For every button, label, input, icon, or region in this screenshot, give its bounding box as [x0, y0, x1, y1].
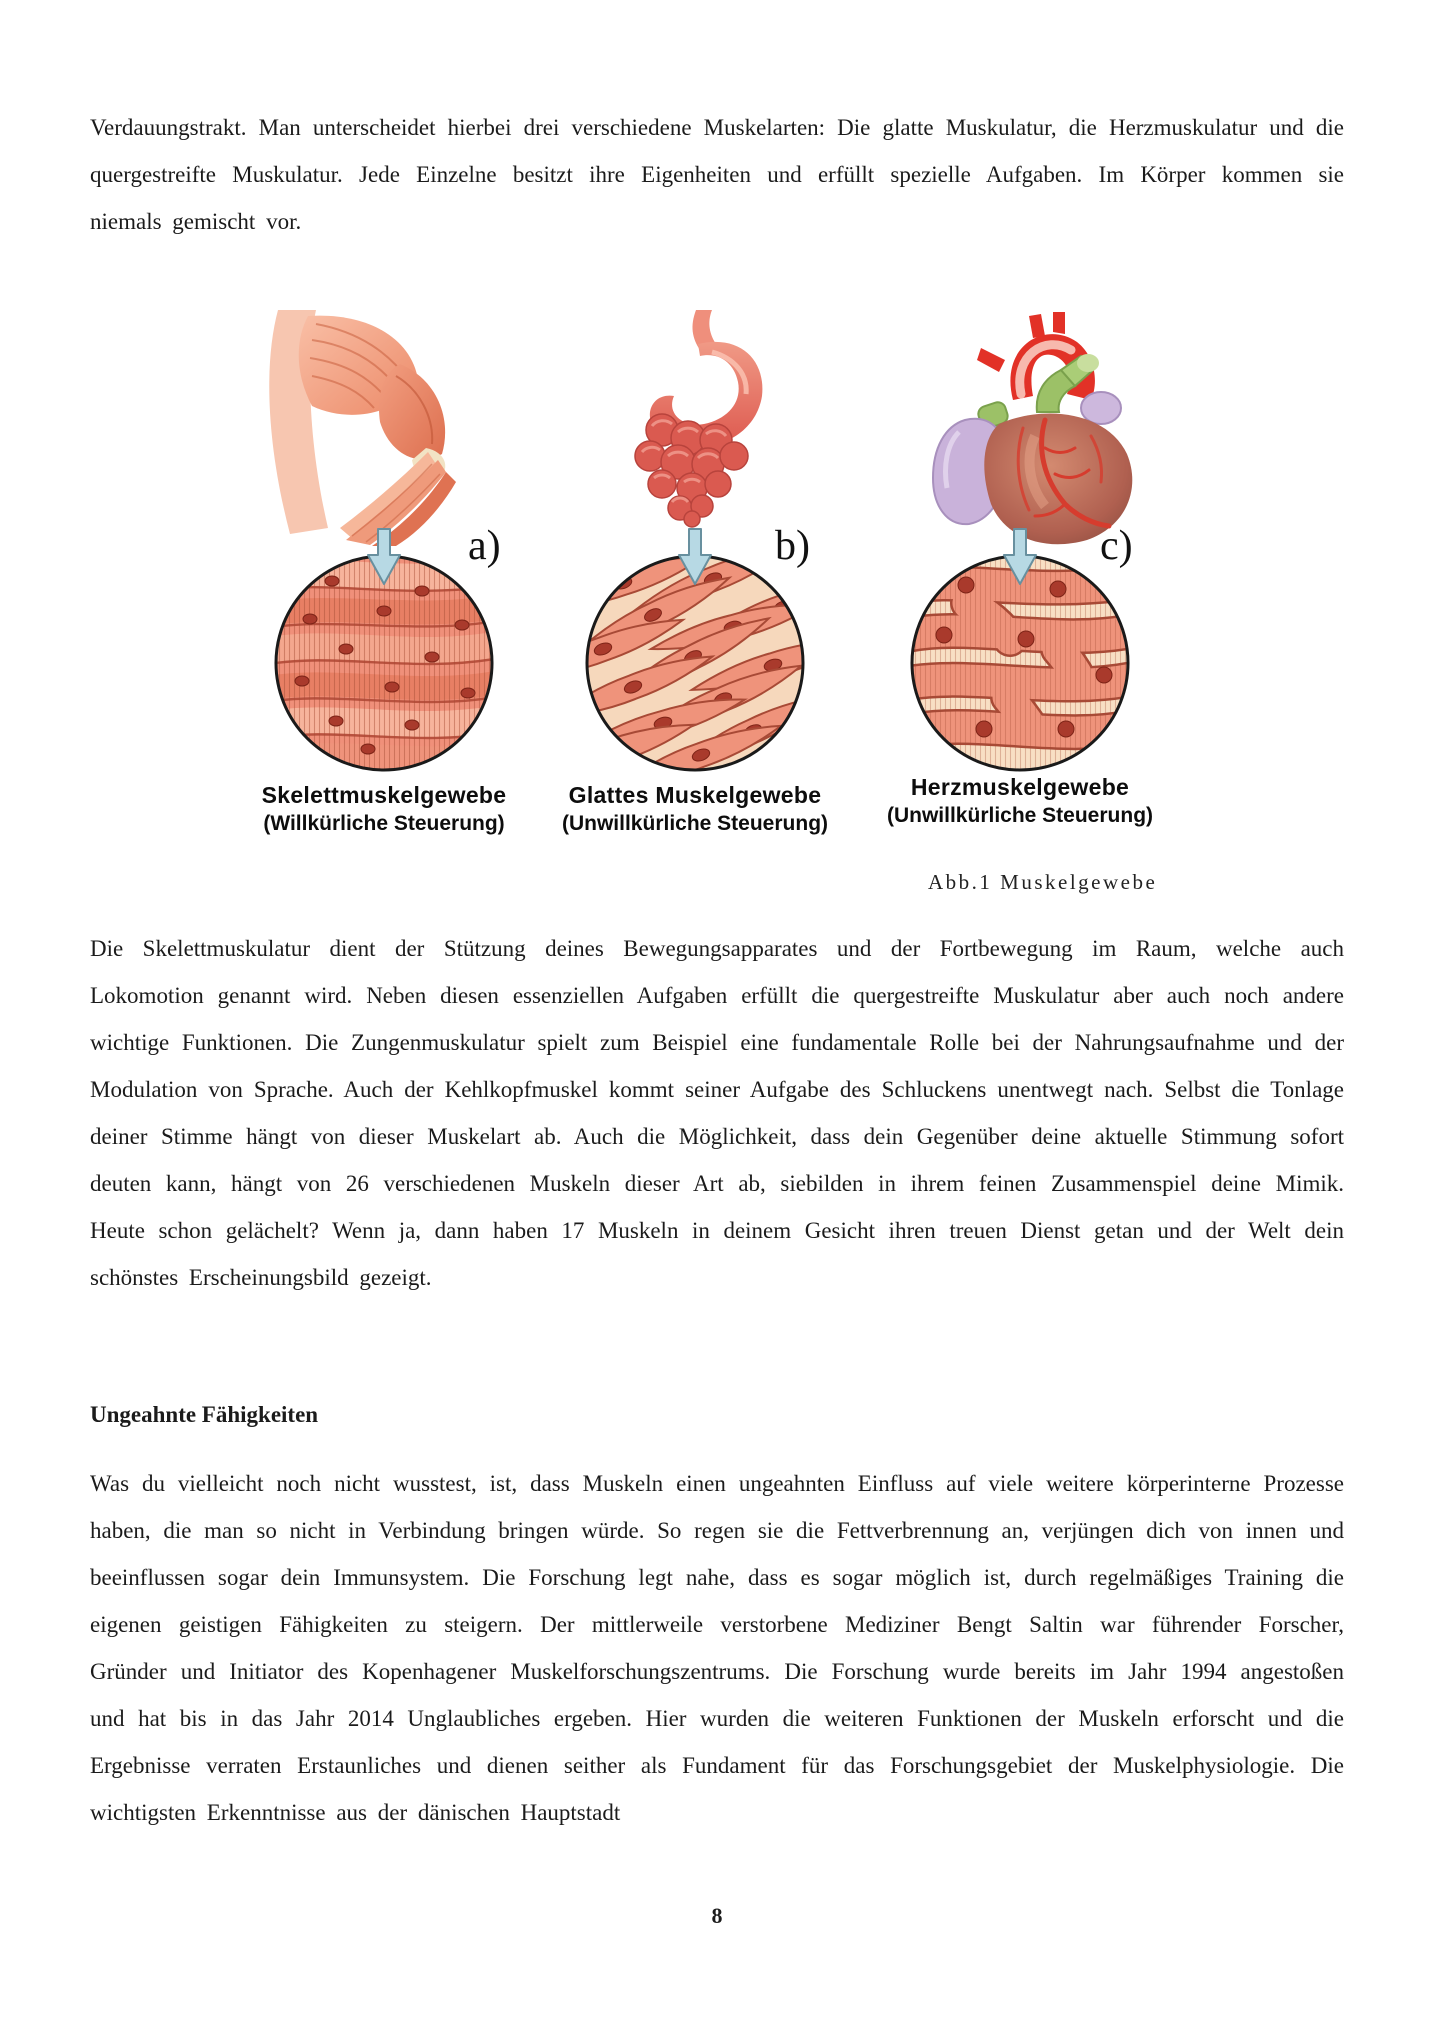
muscle-figure [90, 300, 1344, 910]
figure-label-a: a) [468, 523, 501, 569]
cardiac-tissue-micrograph [908, 553, 1132, 773]
arm-muscle-illustration [250, 302, 480, 547]
caption-cardiac-subtitle: (Unwillkürliche Steuerung) [886, 804, 1154, 827]
smooth-tissue-micrograph [583, 553, 807, 773]
digestive-tract-illustration [600, 308, 790, 528]
caption-smooth [535, 780, 855, 838]
figure-label-c: c) [1100, 523, 1133, 569]
caption-skeletal-subtitle: (Willkürliche Steuerung) [263, 812, 505, 835]
caption-cardiac-title: Herzmuskelgewebe [910, 774, 1130, 800]
figure-caption: Abb.1 Muskelgewebe [928, 870, 1158, 894]
arrow-down-icon [1002, 528, 1038, 586]
paragraph-abilities: Was du vielleicht noch nicht wusstest, ist, dass Muskeln einen ungeahnten Einfluss auf viele weitere körperinterne Prozesse haben, die man so nicht in Verbindung bringen würde. So regen sie die Fettverbrennung an, verjüngen dich von innen und beeinflussen sogar dein Immunsystem. Die Forschung legt nahe, dass es sogar möglich ist, durch regelmäßiges Training die eigenen geistigen Fähigkeiten zu steigern. Der mittlerweile verstorbene Mediziner Bengt Saltin war führender Forscher, Gründer und Initiator des Kopenhagener Muskelforschungszentrums. Die Forschung wurde bereits im Jahr 1994 angestoßen und hat bis in das Jahr 2014 Unglaubliches ergeben. Hier wurden die weiteren Funktionen der Muskeln erforscht und die Ergebnisse verraten Erstaunliches und dienen seither als Fundament für das Forschungsgebiet der Muskelphysiologie. Die wichtigsten Erkenntnisse aus der dänischen Hauptstadt [90, 1471, 1344, 1825]
figure-label-b: b) [775, 523, 810, 569]
caption-smooth-subtitle: (Unwillkürliche Steuerung) [561, 812, 829, 835]
arrow-down-icon [366, 528, 402, 586]
arrow-down-icon [677, 528, 713, 586]
paragraph-skeletal-muscle: Die Skelettmuskulatur dient der Stützung deines Bewegungsapparates und der Fortbewegung im Raum, welche auch Lokomotion genannt wird. Neben diesen essenziellen Aufgaben erfüllt die quergestreifte Muskulatur aber auch noch andere wichtige Funktionen. Die Zungenmuskulatur spielt zum Beispiel eine fundamentale Rolle bei der Nahrungsaufnahme und der Modulation von Sprache. Auch der Kehlkopfmuskel kommt seiner Aufgabe des Schluckens unentwegt nach. Selbst die Tonlage deiner Stimme hängt von dieser Muskelart ab. Auch die Möglichkeit, dass dein Gegenüber deine aktuelle Stimmung sofort deuten kann, hängt von 26 verschiedenen Muskeln dieser Art ab, siebilden in ihrem feinen Zusammenspiel deine Mimik. Heute schon gelächelt? Wenn ja, dann haben 17 Muskeln in deinem Gesicht ihren treuen Dienst getan und der Welt dein schönstes Erscheinungsbild gezeigt. [90, 936, 1344, 1290]
caption-smooth-title: Glattes Muskelgewebe [568, 782, 822, 808]
heart-illustration [895, 308, 1145, 548]
skeletal-tissue-micrograph [272, 553, 496, 773]
section-heading: Ungeahnte Fähigkeiten [90, 1402, 319, 1427]
caption-cardiac [860, 772, 1180, 830]
page-number: 8 [711, 1903, 723, 1928]
caption-skeletal-title: Skelettmuskelgewebe [261, 782, 507, 808]
paragraph-intro: Verdauungstrakt. Man unterscheidet hierbei drei verschiedene Muskelarten: Die glatte Muskulatur, die Herzmuskulatur und die quergestreifte Muskulatur. Jede Einzelne besitzt ihre Eigenheiten und erfüllt spezielle Aufgaben. Im Körper kommen sie niemals gemischt vor. [90, 115, 1344, 234]
caption-skeletal [224, 780, 544, 838]
